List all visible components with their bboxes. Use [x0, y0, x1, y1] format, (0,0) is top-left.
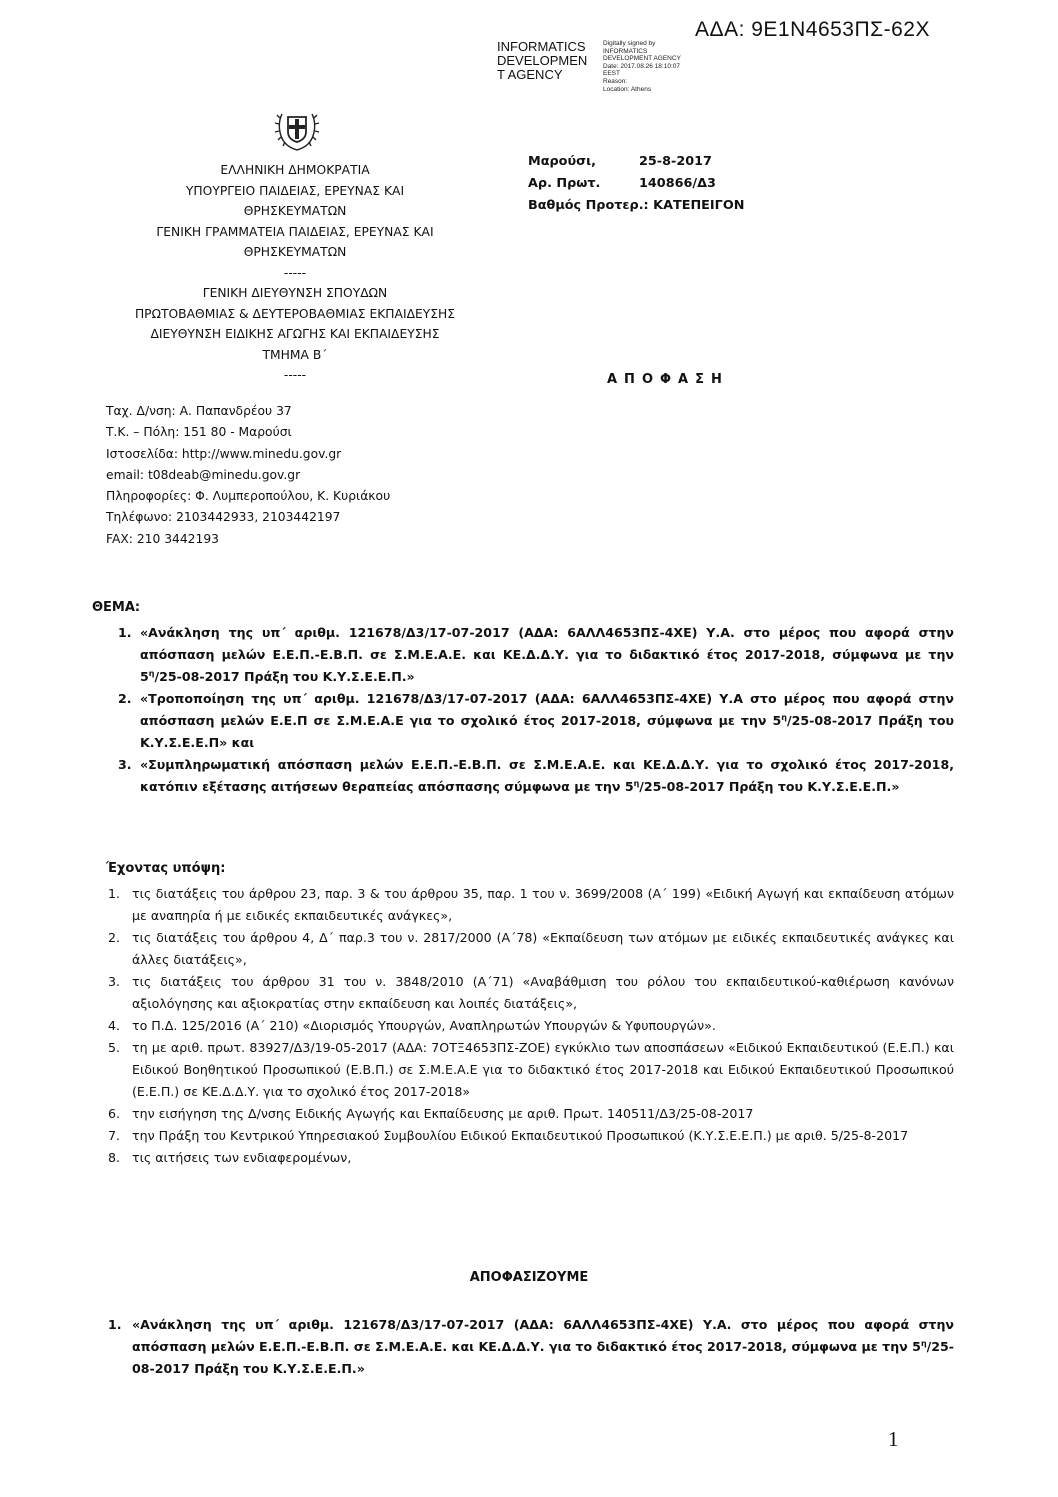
header-line: ΤΜΗΜΑ Β΄ — [262, 347, 328, 362]
decision-list — [108, 1314, 954, 1380]
protocol-row — [528, 173, 744, 195]
address-line: Ταχ. Δ/νση: Α. Παπανδρέου 37 — [106, 404, 292, 418]
website-line: Ιστοσελίδα: http://www.minedu.gov.gr — [106, 446, 342, 461]
subject-item-text — [140, 688, 954, 754]
protocol-number: 140866/Δ3 — [639, 176, 716, 191]
signature-detail-line: EEST — [603, 70, 620, 78]
subject-item-text-end: /25-08-2017 Πράξη του Κ.Υ.Σ.Ε.Ε.Π.» — [639, 779, 900, 794]
header-line: ΕΛΛΗΝΙΚΗ ΔΗΜΟΚΡΑΤΙΑ — [220, 163, 370, 177]
greek-coat-of-arms-icon — [272, 104, 322, 154]
subject-item-text-end: /25-08-2017 Πράξη του Κ.Υ.Σ.Ε.Ε.Π.» — [154, 669, 415, 684]
consideration-number: 2. — [108, 930, 121, 945]
header-line: ΔΙΕΥΘΥΝΣΗ ΕΙΔΙΚΗΣ ΑΓΩΓΗΣ ΚΑΙ ΕΚΠΑΙΔΕΥΣΗΣ — [150, 327, 440, 341]
place-label: Μαρούσι, — [528, 154, 596, 169]
consideration-text: τις αιτήσεις των ενδιαφερομένων, — [132, 1150, 352, 1165]
consideration-text: την εισήγηση της Δ/νσης Ειδικής Αγωγής και Εκπαίδευσης με αριθ. Πρωτ. 140511/Δ3/25-08-2017 — [132, 1106, 754, 1121]
superscript: η — [920, 1338, 927, 1348]
consideration-text: τις διατάξεις του άρθρου 23, παρ. 3 & του άρθρου 35, παρ. 1 του ν. 3699/2008 (Α΄ 199) «Ειδική Αγωγή και εκπαίδευση ατόμων με αναπηρία ή με ειδικές εκπαιδευτικές ανάγκες», — [132, 886, 954, 923]
decision-item-text-end: /25-08-2017 Πράξη του Κ.Υ.Σ.Ε.Ε.Π.» — [132, 1339, 954, 1376]
subject-list — [118, 622, 954, 798]
consideration-number: 8. — [108, 1150, 121, 1165]
consideration-number: 1. — [108, 886, 121, 901]
consideration-number: 3. — [108, 974, 121, 989]
subject-label: ΘΕΜΑ: — [92, 600, 141, 615]
subject-item — [118, 688, 954, 754]
considering-label: Έχοντας υπόψη: — [106, 861, 226, 876]
consideration-item — [108, 1015, 954, 1037]
considerations-list — [108, 883, 954, 1169]
consideration-item — [108, 1103, 954, 1125]
ministry-header — [130, 160, 460, 386]
signature-name-line: INFORMATICS — [497, 39, 586, 54]
consideration-text: τη με αριθ. πρωτ. 83927/Δ3/19-05-2017 (ΑΔΑ: 7ΟΤΞ4653ΠΣ-ΖΟΕ) εγκύκλιο των αποσπάσεων «Ειδικού Εκπαιδευτικού (Ε.Ε.Π.) και Ειδικού Βοηθητικού Προσωπικού (Ε.Β.Π.) σε Σ.Μ.Ε.Α.Ε για το διδακτικό έτος 2017-2018 και Ειδικού Εκπαιδευτικού Προσωπικού (Ε.Ε.Π.) σε ΚΕ.Δ.Δ.Υ. για το σχολικό έτος 2017-2018» — [132, 1040, 954, 1099]
consideration-number: 6. — [108, 1106, 121, 1121]
subject-item-text-main: «Συμπληρωματική απόσπαση μελών Ε.Ε.Π.-Ε.Β.Π. σε Σ.Μ.Ε.Α.Ε. και ΚΕ.Δ.Δ.Υ. για το σχολικό έτος 2017-2018, κατόπιν εξέτασης αιτήσεων θεραπείας απόσπασης σύμφωνα με την 5 — [140, 757, 954, 794]
contact-info — [106, 401, 390, 550]
subject-item-text — [140, 622, 954, 688]
consideration-text: τις διατάξεις του άρθρου 31 του ν. 3848/2010 (Α΄71) «Αναβάθμιση του ρόλου του εκπαιδευτικού-καθιέρωση κανόνων αξιολόγησης και αξιοκρατίας στην εκπαίδευση και λοιπές διατάξεις», — [132, 974, 954, 1011]
subject-item-text — [140, 754, 954, 798]
header-line: ΠΡΩΤΟΒΑΘΜΙΑΣ & ΔΕΥΤΕΡΟΒΑΘΜΙΑΣ ΕΚΠΑΙΔΕΥΣΗΣ — [134, 306, 456, 321]
signature-name — [497, 40, 587, 82]
page-number: 1 — [888, 1427, 899, 1451]
decision-item-text — [132, 1314, 954, 1380]
signature-detail-line: Digitally signed by — [603, 40, 656, 47]
signature-details — [603, 40, 681, 93]
postal-city-line: Τ.Κ. – Πόλη: 151 80 - Μαρούσι — [106, 425, 292, 440]
signature-name-line: T AGENCY — [497, 67, 563, 82]
we-decide-heading: ΑΠΟΦΑΣΙΖΟΥΜΕ — [469, 1270, 589, 1285]
signature-detail-line: DEVELOPMENT AGENCY — [603, 55, 681, 63]
signature-detail-line: Location: Athens — [603, 85, 652, 93]
header-separator: ----- — [283, 265, 307, 280]
decision-item-text-main: «Ανάκληση της υπ΄ αριθμ. 121678/Δ3/17-07-2017 (ΑΔΑ: 6ΑΛΛ4653ΠΣ-4ΧΕ) Υ.Α. στο μέρος που αφορά στην απόσπαση μελών Ε.Ε.Π.-Ε.Β.Π. σε Σ.Μ.Ε.Α.Ε. και ΚΕ.Δ.Δ.Υ. για το διδακτικό έτος 2017-2018, σύμφωνα με την 5 — [132, 1317, 954, 1354]
date-row — [528, 151, 744, 173]
document-date: 25-8-2017 — [639, 154, 712, 169]
consideration-item — [108, 1147, 954, 1169]
subject-item-number: 2. — [118, 691, 132, 706]
subject-item-text-end: /25-08-2017 Πράξη του Κ.Υ.Σ.Ε.Ε.Π» και — [140, 713, 954, 750]
superscript: η — [148, 668, 155, 678]
signature-name-line: DEVELOPMEN — [497, 53, 588, 68]
header-line: ΥΠΟΥΡΓΕΙΟ ΠΑΙΔΕΙΑΣ, ΕΡΕΥΝΑΣ ΚΑΙ — [185, 183, 405, 198]
info-contacts-line: Πληροφορίες: Φ. Λυμπεροπούλου, Κ. Κυριάκου — [106, 489, 391, 504]
subject-item — [118, 622, 954, 688]
decision-item-number: 1. — [108, 1317, 122, 1332]
subject-item-text-main: «Ανάκληση της υπ΄ αριθμ. 121678/Δ3/17-07-2017 (ΑΔΑ: 6ΑΛΛ4653ΠΣ-4ΧΕ) Υ.Α. στο μέρος που αφορά στην απόσπαση μελών Ε.Ε.Π.-Ε.Β.Π. σε Σ.Μ.Ε.Α.Ε. και ΚΕ.Δ.Δ.Υ. για το διδακτικό έτος 2017-2018, σύμφωνα με την 5 — [140, 625, 954, 684]
protocol-label: Αρ. Πρωτ. — [528, 176, 601, 191]
consideration-text: το Π.Δ. 125/2016 (Α΄ 210) «Διορισμός Υπουργών, Αναπληρωτών Υπουργών & Υφυπουργών». — [132, 1018, 716, 1033]
header-line: ΓΕΝΙΚΗ ΔΙΕΥΘΥΝΣΗ ΣΠΟΥΔΩΝ — [202, 286, 388, 300]
header-line: ΘΡΗΣΚΕΥΜΑΤΩΝ — [243, 245, 347, 259]
decision-title: ΑΠΟΦΑΣΗ — [607, 372, 729, 387]
consideration-number: 7. — [108, 1128, 121, 1143]
header-separator: ----- — [283, 368, 307, 382]
header-line: ΓΕΝΙΚΗ ΓΡΑΜΜΑΤΕΙΑ ΠΑΙΔΕΙΑΣ, ΕΡΕΥΝΑΣ ΚΑΙ — [156, 224, 434, 239]
consideration-item — [108, 971, 954, 1015]
consideration-item — [108, 927, 954, 971]
subject-item-number: 3. — [118, 757, 132, 772]
consideration-text: τις διατάξεις του άρθρου 4, Δ΄ παρ.3 του ν. 2817/2000 (Α΄78) «Εκπαίδευση των ατόμων με ειδικές εκπαιδευτικές ανάγκες και άλλες διατάξεις», — [132, 930, 954, 967]
consideration-item — [108, 883, 954, 927]
signature-detail-line: INFORMATICS — [603, 47, 648, 55]
consideration-number: 4. — [108, 1018, 121, 1033]
consideration-item — [108, 1125, 954, 1147]
subject-item — [118, 754, 954, 798]
document-meta — [528, 151, 744, 217]
priority-row — [528, 195, 744, 217]
signature-detail-line: Reason: — [603, 77, 628, 85]
subject-item-text-main: «Τροποποίηση της υπ΄ αριθμ. 121678/Δ3/17-07-2017 (ΑΔΑ: 6ΑΛΛ4653ΠΣ-4ΧΕ) Υ.Α στο μέρος που αφορά στην απόσπαση μελών Ε.Ε.Π σε Σ.Μ.Ε.Α.Ε για το σχολικό έτος 2017-2018, σύμφωνα με την 5 — [140, 691, 954, 728]
priority-label: Βαθμός Προτερ.: — [528, 198, 649, 213]
signature-detail-line: Date: 2017.08.26 18:10:07 — [603, 62, 680, 70]
ada-code: ΑΔΑ: 9Ε1Ν4653ΠΣ-62Χ — [695, 18, 930, 41]
consideration-item — [108, 1037, 954, 1103]
consideration-text: την Πράξη του Κεντρικού Υπηρεσιακού Συμβουλίου Ειδικού Εκπαιδευτικού Προσωπικού (Κ.Υ.Σ.Ε.Ε.Π.) με αριθ. 5/25-8-2017 — [132, 1128, 909, 1143]
consideration-number: 5. — [108, 1040, 121, 1055]
header-line: ΘΡΗΣΚΕΥΜΑΤΩΝ — [243, 204, 347, 218]
phone-line: Τηλέφωνο: 2103442933, 2103442197 — [106, 510, 341, 525]
fax-line: FAX: 210 3442193 — [106, 531, 219, 546]
subject-item-number: 1. — [118, 625, 132, 640]
email-line: email: t08deab@minedu.gov.gr — [106, 467, 301, 482]
superscript: η — [781, 712, 787, 722]
superscript: η — [633, 778, 640, 788]
priority-value: ΚΑΤΕΠΕΙΓΟΝ — [653, 198, 745, 213]
decision-item — [108, 1314, 954, 1380]
